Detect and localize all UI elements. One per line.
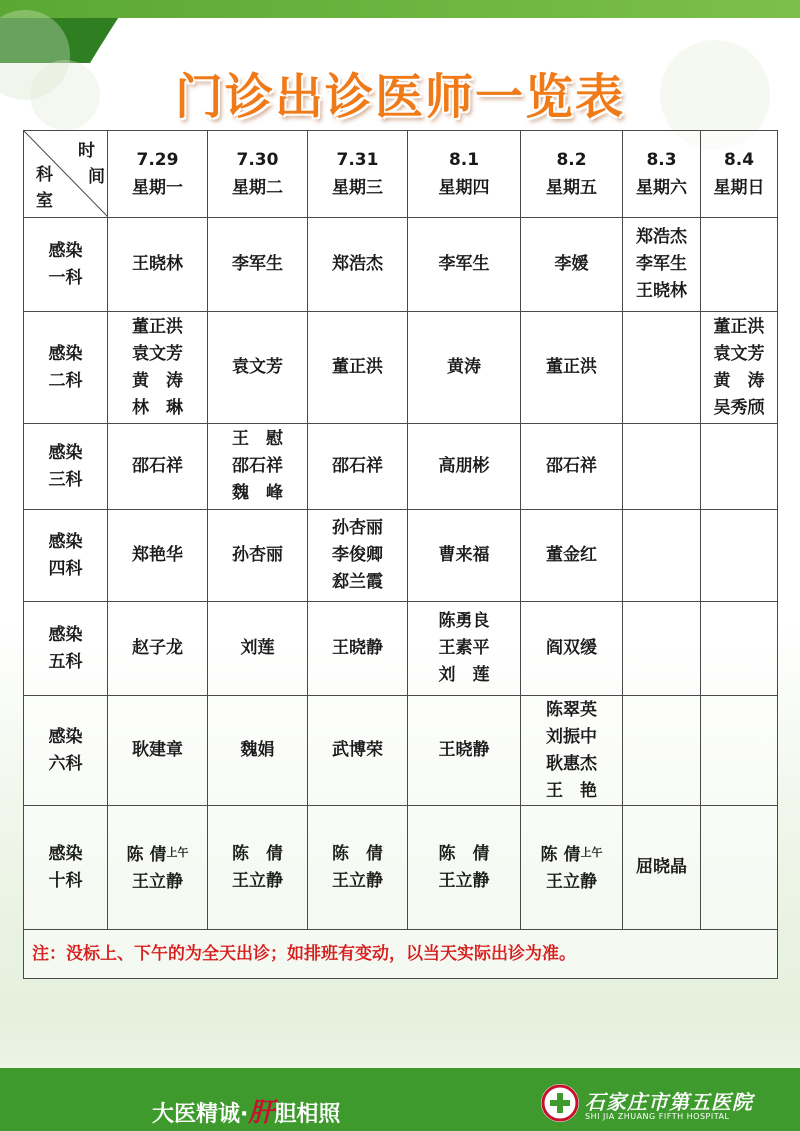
doctor-cell: 孙杏丽 <box>208 510 308 602</box>
session-tag: 上午 <box>166 846 189 859</box>
doctor-cell: 郑浩杰 李军生 王晓林 <box>623 218 701 312</box>
department-cell: 感染 二科 <box>24 312 108 424</box>
doctor-cell: 董正洪 <box>521 312 623 424</box>
doctor-cell: 邵石祥 <box>308 424 408 510</box>
doctor-name: 陈 倩 <box>540 845 581 865</box>
day-date: 7.29 <box>136 150 179 170</box>
hospital-logo <box>541 1084 579 1122</box>
table-row <box>24 602 778 696</box>
department-cell: 感染 五科 <box>24 602 108 696</box>
doctor-cell: 魏娟 <box>208 696 308 806</box>
table-row <box>24 696 778 806</box>
day-header <box>208 131 308 218</box>
corner-time-label: 时 <box>78 141 95 161</box>
corner-cell <box>24 131 108 218</box>
day-date: 8.3 <box>646 150 677 170</box>
doctor-cell <box>701 806 778 930</box>
day-header <box>623 131 701 218</box>
doctor-name: 陈 倩 <box>126 845 167 865</box>
department-cell: 感染 三科 <box>24 424 108 510</box>
doctor-cell: 王晓静 <box>308 602 408 696</box>
page-title: 门诊出诊医师一览表 <box>174 69 625 125</box>
table-row <box>24 312 778 424</box>
day-date: 8.1 <box>448 150 480 170</box>
doctor-cell: 高朋彬 <box>408 424 521 510</box>
table-row <box>24 424 778 510</box>
table-row <box>24 510 778 602</box>
table-row <box>24 218 778 312</box>
day-date: 8.4 <box>723 150 755 170</box>
doctor-cell: 武博荣 <box>308 696 408 806</box>
schedule-table <box>23 130 778 979</box>
day-weekday: 星期五 <box>546 178 597 198</box>
table-row <box>24 806 778 930</box>
hospital-logo-icon <box>541 1084 579 1122</box>
department-cell: 感染 四科 <box>24 510 108 602</box>
department-cell: 感染 十科 <box>24 806 108 930</box>
corner-dept-label: 科 <box>36 165 53 185</box>
doctor-cell: 赵子龙 <box>108 602 208 696</box>
doctor-cell <box>701 218 778 312</box>
day-header <box>108 131 208 218</box>
day-header <box>701 131 778 218</box>
doctor-cell: 董正洪 袁文芳 黄 涛 林 琳 <box>108 312 208 424</box>
department-cell: 感染 一科 <box>24 218 108 312</box>
doctor-cell <box>623 312 701 424</box>
day-header <box>521 131 623 218</box>
doctor-cell <box>701 602 778 696</box>
corner-time-label: 间 <box>88 167 105 187</box>
day-weekday: 星期二 <box>232 178 283 198</box>
hospital-name-en: SHI JIA ZHUANG FIFTH HOSPITAL <box>585 1112 730 1121</box>
doctor-cell: 耿建章 <box>108 696 208 806</box>
day-header <box>408 131 521 218</box>
doctor-cell: 邵石祥 <box>108 424 208 510</box>
doctor-cell <box>701 510 778 602</box>
doctor-cell: 王晓林 <box>108 218 208 312</box>
doctor-cell: 孙杏丽 李俊卿 郄兰霞 <box>308 510 408 602</box>
doctor-cell: 邵石祥 <box>521 424 623 510</box>
hospital-name-cn: 石家庄市第五医院 <box>585 1090 753 1114</box>
day-date: 8.2 <box>556 150 587 170</box>
department-cell: 感染 六科 <box>24 696 108 806</box>
doctor-name: 王立静 <box>132 872 183 892</box>
footer-slogan: 大医精诚·肝胆相照 <box>152 1098 341 1128</box>
doctor-cell: 黄涛 <box>408 312 521 424</box>
doctor-cell: 陈 倩 王立静 <box>308 806 408 930</box>
day-weekday: 星期三 <box>332 178 383 198</box>
doctor-cell: 袁文芳 <box>208 312 308 424</box>
doctor-cell: 陈 倩 王立静 <box>208 806 308 930</box>
day-weekday: 星期日 <box>713 178 765 198</box>
doctor-cell: 陈 倩 王立静 <box>408 806 521 930</box>
doctor-cell: 董正洪 <box>308 312 408 424</box>
doctor-cell: 郑艳华 <box>108 510 208 602</box>
doctor-cell: 李军生 <box>408 218 521 312</box>
doctor-cell: 李军生 <box>208 218 308 312</box>
doctor-cell: 王 慰 邵石祥 魏 峰 <box>208 424 308 510</box>
corner-dept-label: 室 <box>36 191 53 211</box>
day-weekday: 星期一 <box>132 178 183 198</box>
doctor-cell: 王晓静 <box>408 696 521 806</box>
schedule-note: 注：没标上、下午的为全天出诊；如排班有变动，以当天实际出诊为准。 <box>24 930 778 979</box>
day-header <box>308 131 408 218</box>
doctor-cell: 董金红 <box>521 510 623 602</box>
doctor-cell <box>623 424 701 510</box>
doctor-cell: 陈勇良 王素平 刘 莲 <box>408 602 521 696</box>
doctor-cell <box>623 602 701 696</box>
doctor-cell: 陈翠英 刘振中 耿惠杰 王 艳 <box>521 696 623 806</box>
session-tag: 上午 <box>580 846 603 859</box>
doctor-cell: 刘莲 <box>208 602 308 696</box>
day-weekday: 星期四 <box>438 178 490 198</box>
doctor-cell <box>108 806 208 930</box>
doctor-name: 王立静 <box>546 872 597 892</box>
doctor-cell <box>521 806 623 930</box>
doctor-cell: 屈晓晶 <box>623 806 701 930</box>
doctor-cell <box>623 510 701 602</box>
doctor-cell <box>701 696 778 806</box>
doctor-cell: 李媛 <box>521 218 623 312</box>
day-date: 7.31 <box>336 150 379 170</box>
doctor-cell: 董正洪 袁文芳 黄 涛 吴秀颀 <box>701 312 778 424</box>
doctor-cell: 阎双缓 <box>521 602 623 696</box>
header-row <box>24 131 778 218</box>
doctor-cell: 郑浩杰 <box>308 218 408 312</box>
top-bar <box>0 0 800 18</box>
doctor-cell <box>623 696 701 806</box>
day-date: 7.30 <box>236 150 279 170</box>
day-weekday: 星期六 <box>636 178 687 198</box>
doctor-cell <box>701 424 778 510</box>
doctor-cell: 曹来福 <box>408 510 521 602</box>
